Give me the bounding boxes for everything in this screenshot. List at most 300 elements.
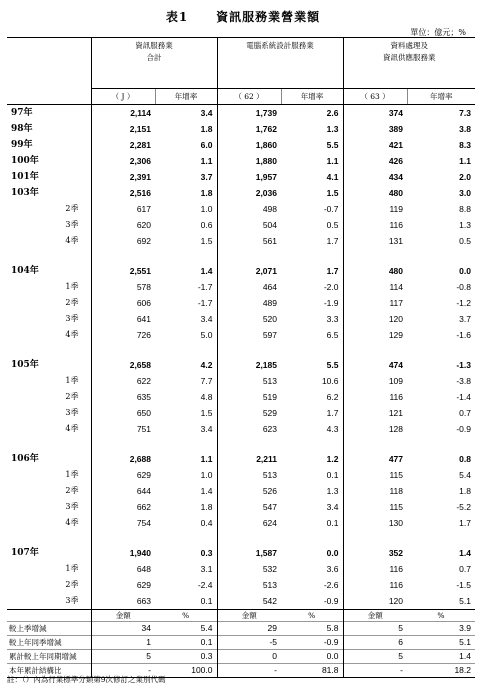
spacer-cell — [155, 343, 217, 357]
table-cell: 622 — [91, 373, 155, 389]
header-corner — [7, 89, 91, 105]
table-cell: 1,587 — [217, 545, 281, 561]
table-cell: 606 — [91, 295, 155, 311]
table-cell: 0.0 — [326, 548, 339, 558]
summary-subheader — [7, 610, 475, 622]
table-cell: 513 — [217, 467, 281, 483]
spacer-cell — [343, 437, 407, 451]
summary-cell: 5.1 — [407, 636, 475, 650]
summary-cell: -0.9 — [281, 636, 343, 650]
table-cell: 578 — [91, 279, 155, 295]
table-cell: 130 — [343, 515, 407, 531]
quarter-row — [7, 467, 475, 483]
row-label: 2季 — [65, 204, 79, 213]
table-cell: 3.8 — [459, 124, 471, 134]
table-cell: 498 — [217, 201, 281, 217]
spacer-cell — [155, 437, 217, 451]
header-group-line: 合計 — [146, 53, 162, 62]
table-cell: 120 — [343, 311, 407, 327]
table-cell: 3.4 — [200, 314, 213, 324]
table-cell: 629 — [91, 577, 155, 593]
row-label: 1季 — [65, 564, 79, 573]
table-cell: 1.2 — [326, 454, 339, 464]
table-cell: 504 — [217, 217, 281, 233]
summary-cell: 0.1 — [155, 636, 217, 650]
row-label: 100年 — [11, 156, 39, 166]
header-corner — [7, 38, 91, 89]
table-cell: 1,880 — [217, 153, 281, 169]
table-cell: 0.5 — [326, 220, 339, 230]
summary-cell: 0.0 — [281, 650, 343, 664]
year-row — [7, 263, 475, 279]
summary-cell: 5 — [91, 650, 155, 664]
table-cell: 7.3 — [459, 108, 471, 118]
summary-row — [7, 622, 475, 636]
table-number: 表1 — [165, 10, 189, 24]
summary-cell: 34 — [91, 622, 155, 636]
spacer-cell — [7, 437, 91, 451]
spacer-cell — [155, 531, 217, 545]
table-cell: 489 — [217, 295, 281, 311]
table-cell: 4.3 — [326, 424, 339, 434]
table-cell: -1.7 — [197, 298, 213, 308]
table-cell: 119 — [343, 201, 407, 217]
table-cell: 115 — [343, 499, 407, 515]
spacer-row — [7, 249, 475, 263]
header-group-line: 資訊服務業 — [135, 41, 173, 50]
quarter-row — [7, 515, 475, 531]
row-label: 103年 — [11, 188, 39, 198]
table-cell: 426 — [343, 153, 407, 169]
summary-cell: -5 — [217, 636, 281, 650]
table-cell: 623 — [217, 421, 281, 437]
spacer-cell — [281, 531, 343, 545]
table-cell: 2,036 — [217, 185, 281, 201]
table-cell: 0.8 — [459, 454, 471, 464]
year-row — [7, 357, 475, 373]
table-cell: -3.8 — [456, 376, 471, 386]
row-label: 4季 — [65, 518, 79, 527]
summary-cell: 5 — [343, 622, 407, 636]
table-cell: 5.1 — [459, 596, 471, 606]
row-label: 2季 — [65, 298, 79, 307]
table-cell: 4.2 — [200, 360, 213, 370]
summary-label: 累計較上年同期增減 — [7, 650, 91, 664]
table-cell: 1.1 — [200, 454, 213, 464]
quarter-row — [7, 561, 475, 577]
table-cell: 513 — [217, 577, 281, 593]
table-cell: 542 — [217, 593, 281, 610]
quarter-row — [7, 405, 475, 421]
spacer-cell — [343, 531, 407, 545]
table-cell: 520 — [217, 311, 281, 327]
summary-cell: 0 — [217, 650, 281, 664]
table-cell: 1.7 — [326, 236, 339, 246]
table-cell: 1.7 — [459, 518, 471, 528]
year-row — [7, 105, 475, 122]
table-cell: 692 — [91, 233, 155, 249]
summary-corner — [7, 610, 91, 622]
table-cell: 115 — [343, 467, 407, 483]
table-cell: 464 — [217, 279, 281, 295]
table-cell: 1.0 — [200, 204, 213, 214]
summary-row — [7, 636, 475, 650]
table-cell: 2.0 — [459, 172, 471, 182]
table-cell: 128 — [343, 421, 407, 437]
year-row — [7, 169, 475, 185]
table-cell: 2,151 — [91, 121, 155, 137]
table-cell: -0.8 — [456, 282, 471, 292]
table-cell: 650 — [91, 405, 155, 421]
table-cell: 2,211 — [217, 451, 281, 467]
table-cell: 3.6 — [326, 564, 339, 574]
table-cell: 1.3 — [326, 486, 339, 496]
table-cell: -2.0 — [323, 282, 339, 292]
row-label: 107年 — [11, 548, 39, 558]
spacer-cell — [343, 249, 407, 263]
row-label: 2季 — [65, 580, 79, 589]
table-cell: 352 — [343, 545, 407, 561]
table-cell: 663 — [91, 593, 155, 610]
header-rate: 年增率 — [407, 89, 475, 105]
table-cell: 2,185 — [217, 357, 281, 373]
header-code-row — [7, 89, 475, 105]
quarter-row — [7, 389, 475, 405]
row-label: 1季 — [65, 470, 79, 479]
table-cell: 1.0 — [200, 470, 213, 480]
table-cell: 1.4 — [459, 548, 471, 558]
table-title — [0, 8, 486, 25]
row-label: 4季 — [65, 424, 79, 433]
row-label: 106年 — [11, 454, 39, 464]
summary-cell: 100.0 — [155, 664, 217, 678]
unit-label: 單位：億元；% — [410, 28, 466, 37]
table-cell: 597 — [217, 327, 281, 343]
row-label: 97年 — [11, 108, 33, 118]
year-row — [7, 137, 475, 153]
table-cell: 1.5 — [200, 408, 213, 418]
table-cell: 1,957 — [217, 169, 281, 185]
summary-label: 本年累計結構比 — [7, 664, 91, 678]
spacer-cell — [7, 249, 91, 263]
table-cell: 2,688 — [91, 451, 155, 467]
quarter-row — [7, 593, 475, 610]
row-label: 99年 — [11, 140, 33, 150]
spacer-row — [7, 531, 475, 545]
table-cell: 561 — [217, 233, 281, 249]
table-cell: 2,306 — [91, 153, 155, 169]
table-cell: 2,281 — [91, 137, 155, 153]
spacer-cell — [217, 531, 281, 545]
spacer-cell — [217, 437, 281, 451]
table-cell: 1.8 — [200, 502, 213, 512]
table-cell: 1,762 — [217, 121, 281, 137]
table-cell: 129 — [343, 327, 407, 343]
table-cell: 1.1 — [326, 156, 339, 166]
table-cell: 116 — [343, 389, 407, 405]
spacer-cell — [407, 249, 475, 263]
table-cell: -5.2 — [456, 502, 471, 512]
table-cell: -1.3 — [456, 360, 471, 370]
table-cell: 1,940 — [91, 545, 155, 561]
year-row — [7, 451, 475, 467]
table-cell: 4.1 — [326, 172, 339, 182]
spacer-cell — [217, 249, 281, 263]
table-cell: 109 — [343, 373, 407, 389]
table-cell: 513 — [217, 373, 281, 389]
quarter-row — [7, 373, 475, 389]
row-label: 2季 — [65, 392, 79, 401]
table-cell: 8.3 — [459, 140, 471, 150]
summary-subheader-cell: % — [155, 610, 217, 622]
table-cell: 529 — [217, 405, 281, 421]
table-cell: 1.8 — [200, 188, 213, 198]
summary-subheader-cell: 金額 — [91, 610, 155, 622]
spacer-cell — [407, 437, 475, 451]
table-cell: 120 — [343, 593, 407, 610]
table-cell: 1.3 — [459, 220, 471, 230]
table-cell: 8.8 — [459, 204, 471, 214]
spacer-cell — [407, 343, 475, 357]
table-cell: 3.4 — [200, 108, 213, 118]
table-cell: 2,658 — [91, 357, 155, 373]
table-cell: 5.5 — [326, 360, 339, 370]
spacer-cell — [281, 343, 343, 357]
table-cell: 2.6 — [326, 108, 339, 118]
table-cell: 3.0 — [459, 188, 471, 198]
summary-cell: 3.9 — [407, 622, 475, 636]
summary-label: 較上年同季增減 — [7, 636, 91, 650]
row-label: 104年 — [11, 266, 39, 276]
spacer-cell — [91, 249, 155, 263]
table-cell: 0.0 — [459, 266, 471, 276]
table-cell: 0.3 — [200, 548, 213, 558]
table-cell: 1.5 — [326, 188, 339, 198]
spacer-cell — [407, 531, 475, 545]
table-cell: 2,114 — [91, 105, 155, 122]
table-cell: -0.7 — [323, 204, 339, 214]
table-cell: 1.5 — [200, 236, 213, 246]
header-rate: 年增率 — [281, 89, 343, 105]
table-cell: -0.9 — [456, 424, 471, 434]
row-label: 3季 — [65, 220, 79, 229]
table-cell: 624 — [217, 515, 281, 531]
year-row — [7, 153, 475, 169]
row-label: 2季 — [65, 486, 79, 495]
summary-cell: - — [343, 664, 407, 678]
quarter-row — [7, 577, 475, 593]
header-group-62 — [217, 38, 343, 89]
table-cell: 5.5 — [326, 140, 339, 150]
summary-row — [7, 650, 475, 664]
header-code: （ 62 ） — [217, 89, 281, 105]
spacer-cell — [217, 343, 281, 357]
year-row — [7, 121, 475, 137]
table-cell: 434 — [343, 169, 407, 185]
table-cell: 754 — [91, 515, 155, 531]
table-cell: 477 — [343, 451, 407, 467]
revenue-table — [7, 37, 475, 678]
table-cell: 3.7 — [200, 172, 213, 182]
spacer-cell — [343, 343, 407, 357]
header-group-line: 資訊供應服務業 — [383, 53, 436, 62]
table-cell: 114 — [343, 279, 407, 295]
table-cell: 1.7 — [326, 408, 339, 418]
quarter-row — [7, 499, 475, 515]
summary-cell: 5.8 — [281, 622, 343, 636]
table-cell: 1.8 — [459, 486, 471, 496]
table-cell: 648 — [91, 561, 155, 577]
quarter-row — [7, 217, 475, 233]
table-cell: 620 — [91, 217, 155, 233]
table-cell: 0.1 — [326, 470, 339, 480]
table-cell: 116 — [343, 217, 407, 233]
table-cell: 635 — [91, 389, 155, 405]
table-cell: 0.4 — [200, 518, 213, 528]
summary-subheader-cell: % — [407, 610, 475, 622]
quarter-row — [7, 311, 475, 327]
quarter-row — [7, 233, 475, 249]
quarter-row — [7, 421, 475, 437]
summary-cell: 0.3 — [155, 650, 217, 664]
table-cell: -2.4 — [197, 580, 213, 590]
row-label: 4季 — [65, 236, 79, 245]
table-cell: 1.7 — [326, 266, 339, 276]
table-cell: 5.0 — [200, 330, 213, 340]
spacer-cell — [7, 531, 91, 545]
table-cell: 1,739 — [217, 105, 281, 122]
table-cell: 751 — [91, 421, 155, 437]
table-cell: 547 — [217, 499, 281, 515]
header-code: （ 63 ） — [343, 89, 407, 105]
row-label: 1季 — [65, 376, 79, 385]
table-cell: 6.5 — [326, 330, 339, 340]
table-cell: -2.6 — [323, 580, 339, 590]
row-label: 101年 — [11, 172, 39, 182]
table-cell: 480 — [343, 263, 407, 279]
table-cell: 2,516 — [91, 185, 155, 201]
summary-subheader-cell: 金額 — [217, 610, 281, 622]
header-row — [7, 38, 475, 89]
spacer-cell — [281, 249, 343, 263]
header-code: （ J ） — [91, 89, 155, 105]
table-cell: 474 — [343, 357, 407, 373]
header-group-63 — [343, 38, 475, 89]
spacer-cell — [91, 437, 155, 451]
footnote: 註：（）內為行業標準分類第9次修訂之業別代碼 — [7, 675, 166, 684]
table-cell: 131 — [343, 233, 407, 249]
table-cell: 6.0 — [200, 140, 213, 150]
table-cell: 118 — [343, 483, 407, 499]
table-cell: 116 — [343, 577, 407, 593]
table-cell: 0.7 — [459, 564, 471, 574]
summary-cell: 5 — [343, 650, 407, 664]
spacer-cell — [91, 343, 155, 357]
summary-cell: 29 — [217, 622, 281, 636]
spacer-cell — [7, 343, 91, 357]
table-cell: 0.1 — [200, 596, 213, 606]
table-cell: 3.4 — [200, 424, 213, 434]
table-cell: 526 — [217, 483, 281, 499]
table-cell: 117 — [343, 295, 407, 311]
table-cell: 421 — [343, 137, 407, 153]
header-group-total — [91, 38, 217, 89]
table-cell: 0.7 — [459, 408, 471, 418]
header-group-line: 資料處理及 — [390, 41, 428, 50]
table-cell: 0.5 — [459, 236, 471, 246]
table-cell: 3.7 — [459, 314, 471, 324]
table-cell: 1.8 — [200, 124, 213, 134]
quarter-row — [7, 279, 475, 295]
table-cell: 389 — [343, 121, 407, 137]
table-cell: -1.6 — [456, 330, 471, 340]
table-cell: -1.4 — [456, 392, 471, 402]
table-cell: 662 — [91, 499, 155, 515]
header-group-line: 電腦系統設計服務業 — [246, 41, 314, 50]
table-cell: 3.4 — [326, 502, 339, 512]
table-cell: -1.9 — [323, 298, 339, 308]
table-cell: -1.7 — [197, 282, 213, 292]
table-cell: -1.2 — [456, 298, 471, 308]
table-cell: 0.1 — [326, 518, 339, 528]
row-label: 3季 — [65, 314, 79, 323]
table-title-text: 資訊服務業營業額 — [216, 10, 321, 24]
table-cell: 1.1 — [459, 156, 471, 166]
summary-subheader-cell: 金額 — [343, 610, 407, 622]
quarter-row — [7, 483, 475, 499]
spacer-cell — [155, 249, 217, 263]
table-cell: 121 — [343, 405, 407, 421]
table-cell: 3.1 — [200, 564, 213, 574]
table-cell: 532 — [217, 561, 281, 577]
row-label: 3季 — [65, 408, 79, 417]
row-label: 105年 — [11, 360, 39, 370]
spacer-row — [7, 343, 475, 357]
row-label: 3季 — [65, 502, 79, 511]
summary-cell: - — [217, 664, 281, 678]
table-cell: 1.1 — [200, 156, 213, 166]
table-cell: 10.6 — [321, 376, 339, 386]
row-label: 4季 — [65, 330, 79, 339]
summary-cell: 18.2 — [407, 664, 475, 678]
spacer-cell — [281, 437, 343, 451]
table-cell: 116 — [343, 561, 407, 577]
table-cell: 7.7 — [200, 376, 213, 386]
table-cell: 617 — [91, 201, 155, 217]
summary-label: 較上季增減 — [7, 622, 91, 636]
table-cell: 629 — [91, 467, 155, 483]
summary-cell: 5.4 — [155, 622, 217, 636]
table-body — [7, 38, 475, 678]
table-cell: -1.5 — [456, 580, 471, 590]
table-cell: 6.2 — [326, 392, 339, 402]
table-cell: 1.4 — [200, 266, 213, 276]
summary-cell: 6 — [343, 636, 407, 650]
table-cell: 0.6 — [200, 220, 213, 230]
table-cell: 374 — [343, 105, 407, 122]
summary-cell: 1.4 — [407, 650, 475, 664]
table-cell: 1.4 — [200, 486, 213, 496]
table-cell: 4.8 — [200, 392, 213, 402]
table-cell: -0.9 — [323, 596, 339, 606]
quarter-row — [7, 201, 475, 217]
year-row — [7, 545, 475, 561]
table-cell: 519 — [217, 389, 281, 405]
table-cell: 726 — [91, 327, 155, 343]
table-cell: 1,860 — [217, 137, 281, 153]
row-label: 98年 — [11, 124, 33, 134]
row-label: 1季 — [65, 282, 79, 291]
